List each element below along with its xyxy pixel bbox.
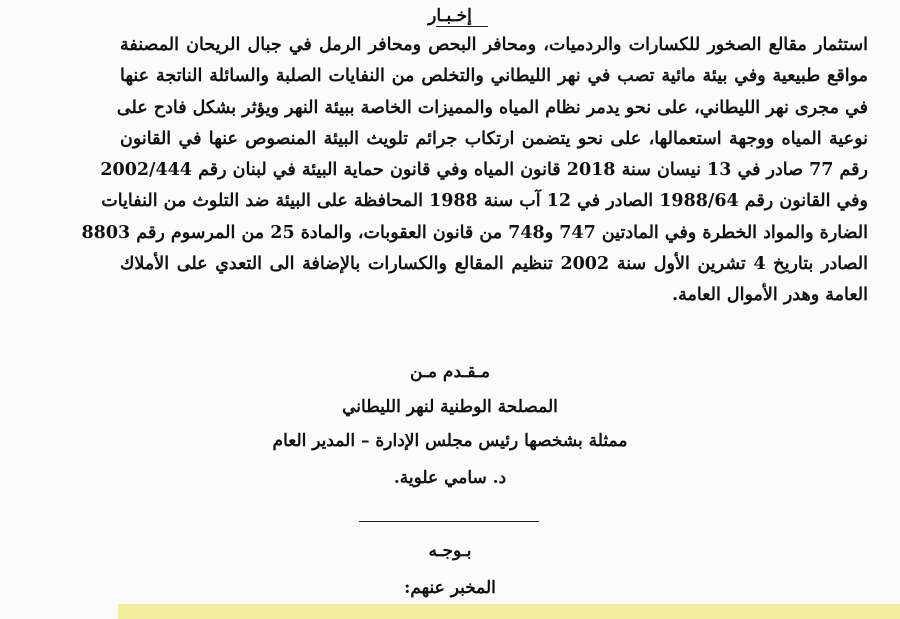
body-line: استثمار مقالع الصخور للكسارات والردميات، ومحافر البحص ومحافر الرمل في جبال الريحان المصنفة	[120, 35, 868, 55]
body-line: في مجرى نهر الليطاني، على نحو يدمر نظام المياه والمميزات الخاصة ببيئة النهر ويؤثر بشكل فادح على	[116, 97, 868, 118]
accused-label: المخبر عنهم:	[404, 578, 496, 598]
body-line: مواقع طبيعية وفي بيئة مائية تصب في نهر الليطاني والتخلص من النفايات الصلبة والسائلة الناتجة عنها	[120, 66, 868, 87]
body-line: وفي القانون رقم 1988/64 الصادر في 12 آب سنة 1988 المحافظة على البيئة ضد التلوث من النفايات	[101, 191, 868, 212]
separator-line	[359, 521, 539, 522]
document-heading: إخـبـار	[428, 6, 472, 26]
body-line: الضارة والمواد الخطرة وفي المادتين 747 و748 من قانون العقوبات، والمادة 25 من المرسوم رقم 8803	[81, 222, 868, 243]
document-body	[81, 30, 868, 312]
body-line: العامة وهدر الأموال العامة.	[672, 285, 868, 306]
presenter-name: المصلحة الوطنية لنهر الليطاني	[342, 397, 558, 417]
highlighted-text-strip	[118, 604, 900, 619]
signatory-name: د. سامي علوية.	[393, 468, 507, 488]
heading-underline	[436, 26, 488, 27]
body-line: الصادر بتاريخ 4 تشرين الأول سنة 2002 تنظيم المقالع والكسارات بالإضافة الى التعدي على الأملاك	[120, 254, 868, 275]
against-label: بـوجـه	[428, 541, 472, 561]
presented-by-label: مـقـدم مـن	[409, 362, 491, 382]
represented-by: ممثلة بشخصها رئيس مجلس الإدارة – المدير العام	[272, 431, 628, 451]
body-line: نوعية المياه ووجهة استعمالها، على نحو يتضمن ارتكاب جرائم تلويث البيئة المنصوص عنها في القانون	[120, 128, 868, 149]
body-line: رقم 77 صادر في 13 نيسان سنة 2018 قانون المياه وفي قانون حماية البيئة في لبنان رقم 2002/444	[100, 160, 868, 181]
